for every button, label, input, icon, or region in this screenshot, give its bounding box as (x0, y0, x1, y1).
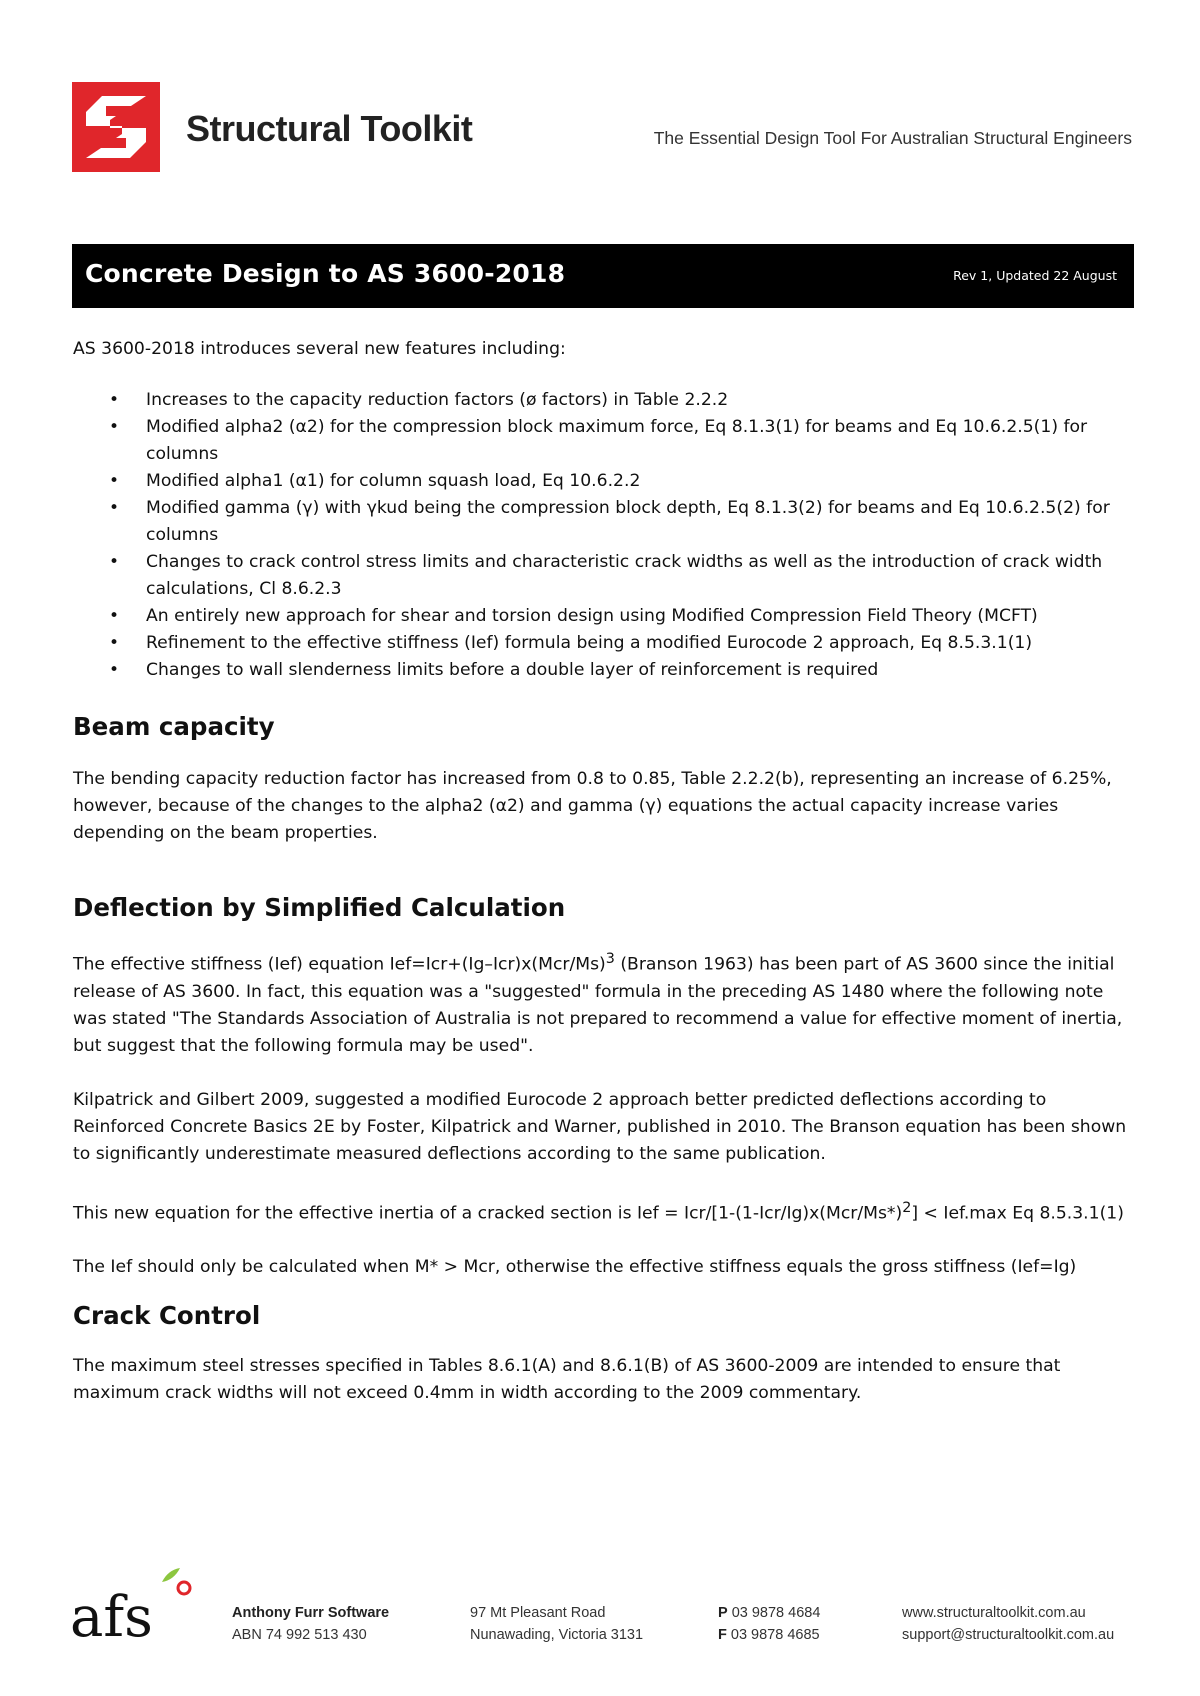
contact-numbers (718, 1602, 820, 1646)
document-body (73, 336, 1133, 1407)
list-item: • An entirely new approach for shear and torsion design using Modified Compression Field Theory (MCFT) (73, 603, 1133, 630)
list-item: • Refinement to the effective stiffness (Ief) formula being a modified Eurocode 2 approach, Eq 8.5.3.1(1) (73, 630, 1133, 657)
document-title: Concrete Design to AS 3600-2018 (85, 259, 566, 288)
beam-paragraph: The bending capacity reduction factor has increased from 0.8 to 0.85, Table 2.2.2(b), representing an increase of 6.25%, however, because of the changes to the alpha2 (α2) and gamma (γ) equations the actual capacity increase varies depending on the beam properties. (73, 769, 1112, 843)
text-run: This new equation for the effective inertia of a cracked section is Ief = Icr/[1-(1-Icr/Ig)x(Mcr/Ms*) (73, 1203, 903, 1224)
list-item: • Modified alpha2 (α2) for the compression block maximum force, Eq 8.1.3(1) for beams and Eq 10.6.2.5(1) for columns (73, 414, 1133, 468)
revision-label: Rev 1, Updated 22 August (953, 268, 1117, 283)
website-link[interactable]: www.structuraltoolkit.com.au (902, 1605, 1086, 1621)
company-info (232, 1602, 389, 1646)
page-footer (70, 1560, 1140, 1643)
afs-logo-text: afs (70, 1585, 153, 1640)
phone-number: 03 9878 4684 (731, 1605, 821, 1621)
address-line-1: 97 Mt Pleasant Road (470, 1605, 606, 1621)
structural-toolkit-logo (72, 82, 160, 172)
deflection-paragraph-4: The Ief should only be calculated when M* > Mcr, otherwise the effective stiffness equals the gross stiffness (Ief=Ig) (73, 1257, 1077, 1278)
web-contact (902, 1602, 1114, 1646)
fax-number: 03 9878 4685 (730, 1627, 820, 1643)
address-line-2: Nunawading, Victoria 3131 (470, 1627, 644, 1643)
list-item: • Modified gamma (γ) with γkud being the compression block depth, Eq 8.1.3(2) for beams and Eq 10.6.2.5(2) for columns (73, 495, 1133, 549)
list-item: • Changes to crack control stress limits and characteristic crack widths as well as the introduction of crack width calculations, Cl 8.6.2.3 (73, 549, 1133, 603)
email-link[interactable]: support@structuraltoolkit.com.au (902, 1627, 1115, 1643)
intro-paragraph: AS 3600-2018 introduces several new features including: (73, 339, 566, 359)
tagline: The Essential Design Tool For Australian Structural Engineers (653, 128, 1132, 148)
superscript: 3 (605, 951, 615, 967)
fax-label: F (718, 1627, 727, 1643)
section-heading-beam-capacity: Beam capacity (73, 712, 275, 741)
list-item: • Modified alpha1 (α1) for column squash load, Eq 10.6.2.2 (73, 468, 1133, 495)
section-heading-deflection: Deflection by Simplified Calculation (73, 893, 566, 922)
deflection-paragraph-2: Kilpatrick and Gilbert 2009, suggested a modified Eurocode 2 approach better predicted deflections according to Reinforced Concrete Basics 2E by Foster, Kilpatrick and Warner, published in 2010. The Branson equation has been shown to significantly underestimate measured deflections according to the same publication. (73, 1089, 1127, 1164)
deflection-paragraph-3 (73, 1195, 1133, 1228)
address-info (470, 1602, 643, 1646)
list-item: • Changes to wall slenderness limits before a double layer of reinforcement is required (73, 657, 1133, 684)
title-bar (72, 244, 1134, 308)
section-heading-crack-control: Crack Control (73, 1301, 261, 1331)
list-item: • Increases to the capacity reduction factors (ø factors) in Table 2.2.2 (73, 387, 1133, 414)
afs-logo (70, 1560, 195, 1640)
company-name: Anthony Furr Software (232, 1605, 390, 1621)
page-header (72, 82, 1132, 174)
text-run: ] < Ief.max Eq 8.5.3.1(1) (911, 1203, 1124, 1224)
deflection-paragraph-1 (73, 946, 1133, 1060)
crack-paragraph: The maximum steel stresses specified in Tables 8.6.1(A) and 8.6.1(B) of AS 3600-2009 are intended to ensure that maximum crack widths will not exceed 0.4mm in width according to the 2009 commentary. (73, 1356, 1061, 1404)
superscript: 2 (902, 1199, 912, 1216)
phone-label: P (718, 1605, 728, 1621)
abn: ABN 74 992 513 430 (232, 1627, 367, 1643)
brand-name: Structural Toolkit (186, 108, 473, 149)
feature-list (73, 387, 1133, 684)
text-run: The effective stiffness (Ief) equation Ief=Icr+(Ig–Icr)x(Mcr/Ms) (73, 954, 606, 975)
text-run: (Branson 1963) has been part of AS 3600 since the initial release of AS 3600. In fact, this equation was a "suggested" formula in the preceding AS 1480 where the following note was stated "The Standards Association of Australia is not prepared to recommend a value for effective moment of inertia, but suggest that the following formula may be used". (73, 954, 1123, 1056)
